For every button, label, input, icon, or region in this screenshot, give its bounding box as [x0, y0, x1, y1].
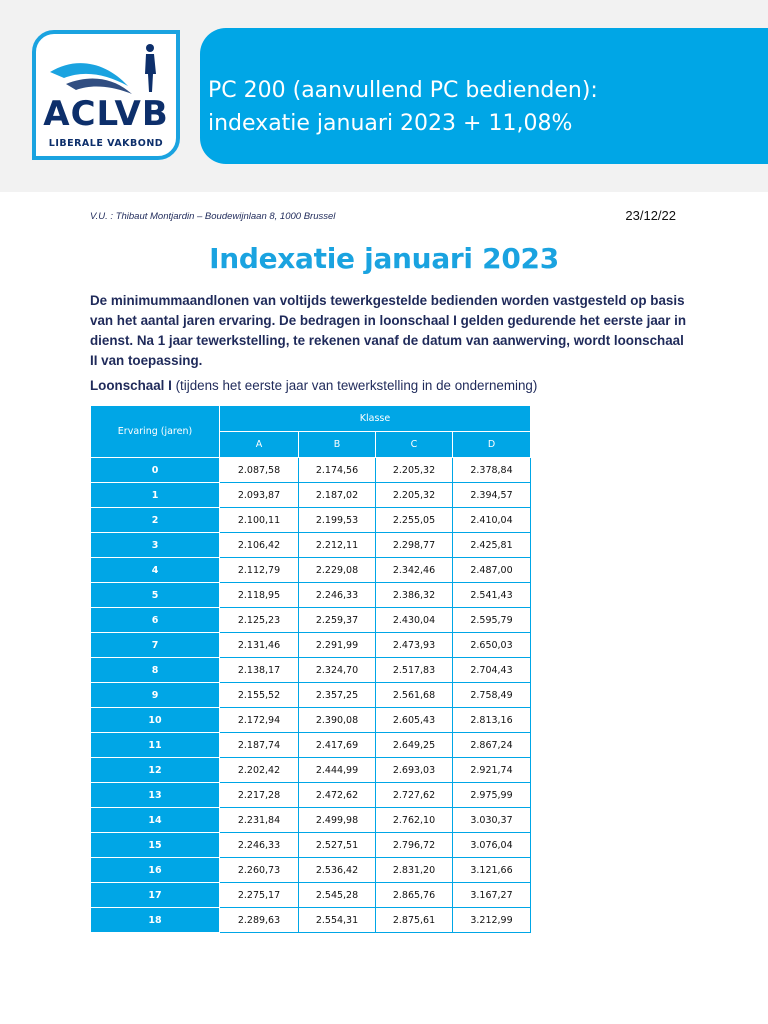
wage-cell: 2.131,46 [220, 633, 299, 658]
experience-year: 10 [91, 708, 220, 733]
wage-cell: 3.167,27 [453, 883, 531, 908]
wage-cell: 2.275,17 [220, 883, 299, 908]
experience-year: 0 [91, 458, 220, 483]
experience-year: 6 [91, 608, 220, 633]
wage-cell: 2.727,62 [376, 783, 453, 808]
wage-cell: 2.229,08 [299, 558, 376, 583]
table-row [91, 758, 531, 783]
experience-year: 9 [91, 683, 220, 708]
table-row [91, 558, 531, 583]
table-row [91, 583, 531, 608]
wage-cell: 2.246,33 [299, 583, 376, 608]
wage-cell: 2.202,42 [220, 758, 299, 783]
wage-cell: 2.921,74 [453, 758, 531, 783]
title-banner [200, 28, 768, 164]
table-row [91, 808, 531, 833]
title-line-1: PC 200 (aanvullend PC bedienden): [208, 78, 598, 103]
wage-cell: 2.545,28 [299, 883, 376, 908]
column-header-d: D [453, 432, 531, 458]
table-row [91, 883, 531, 908]
wage-cell: 2.762,10 [376, 808, 453, 833]
wage-cell: 2.527,51 [299, 833, 376, 858]
title-line-2: indexatie januari 2023 + 11,08% [208, 111, 573, 136]
experience-year: 16 [91, 858, 220, 883]
wage-cell: 3.121,66 [453, 858, 531, 883]
wage-cell: 2.649,25 [376, 733, 453, 758]
wage-cell: 2.342,46 [376, 558, 453, 583]
wage-cell: 2.155,52 [220, 683, 299, 708]
experience-year: 2 [91, 508, 220, 533]
wage-cell: 2.813,16 [453, 708, 531, 733]
wage-cell: 2.444,99 [299, 758, 376, 783]
wage-cell: 2.499,98 [299, 808, 376, 833]
wage-cell: 2.255,05 [376, 508, 453, 533]
table-row [91, 458, 531, 483]
wage-cell: 2.554,31 [299, 908, 376, 933]
table-row [91, 783, 531, 808]
experience-year: 11 [91, 733, 220, 758]
wage-cell: 2.704,43 [453, 658, 531, 683]
wage-cell: 2.410,04 [453, 508, 531, 533]
wage-cell: 2.100,11 [220, 508, 299, 533]
wage-cell: 2.212,11 [299, 533, 376, 558]
wage-table-body [91, 458, 531, 933]
wage-cell: 2.172,94 [220, 708, 299, 733]
experience-header: Ervaring (jaren) [91, 406, 220, 458]
wage-cell: 2.112,79 [220, 558, 299, 583]
wage-cell: 2.425,81 [453, 533, 531, 558]
wage-cell: 2.125,23 [220, 608, 299, 633]
class-header: Klasse [220, 406, 531, 432]
wage-cell: 2.217,28 [220, 783, 299, 808]
column-header-b: B [299, 432, 376, 458]
wage-cell: 2.187,74 [220, 733, 299, 758]
wage-cell: 2.291,99 [299, 633, 376, 658]
table-row [91, 858, 531, 883]
wage-cell: 2.473,93 [376, 633, 453, 658]
wage-cell: 2.260,73 [220, 858, 299, 883]
wage-cell: 2.875,61 [376, 908, 453, 933]
wage-cell: 2.093,87 [220, 483, 299, 508]
wage-cell: 2.378,84 [453, 458, 531, 483]
wage-cell: 2.865,76 [376, 883, 453, 908]
intro-paragraph: De minimummaandlonen van voltijds tewerkgestelde bedienden worden vastgesteld op basis van het aantal jaren ervaring. De bedragen in loonschaal I gelden gedurende het eerste jaar in dienst. Na 1 jaar tewerkstelling, te rekenen vanaf de datum van aanwerving, wordt loonschaal II van toepassing. [90, 293, 687, 368]
table-row [91, 608, 531, 633]
wage-cell: 2.595,79 [453, 608, 531, 633]
wage-table [90, 405, 531, 933]
wage-cell: 2.650,03 [453, 633, 531, 658]
wage-cell: 2.561,68 [376, 683, 453, 708]
table-row [91, 483, 531, 508]
table-row [91, 708, 531, 733]
wage-cell: 2.138,17 [220, 658, 299, 683]
wage-cell: 2.394,57 [453, 483, 531, 508]
wage-cell: 2.259,37 [299, 608, 376, 633]
experience-year: 7 [91, 633, 220, 658]
wage-cell: 2.174,56 [299, 458, 376, 483]
wage-cell: 2.758,49 [453, 683, 531, 708]
wage-cell: 2.199,53 [299, 508, 376, 533]
table-row [91, 733, 531, 758]
experience-year: 15 [91, 833, 220, 858]
wage-cell: 2.205,32 [376, 458, 453, 483]
table-row [91, 908, 531, 933]
table-row [91, 633, 531, 658]
wage-cell: 2.087,58 [220, 458, 299, 483]
wage-cell: 2.231,84 [220, 808, 299, 833]
wage-cell: 2.472,62 [299, 783, 376, 808]
logo-wordmark: ACLVB [43, 94, 169, 134]
logo-subtitle: LIBERALE VAKBOND [48, 138, 164, 149]
wage-cell: 2.541,43 [453, 583, 531, 608]
wage-cell: 2.205,32 [376, 483, 453, 508]
table-row [91, 683, 531, 708]
wage-cell: 2.796,72 [376, 833, 453, 858]
experience-year: 18 [91, 908, 220, 933]
wage-cell: 3.076,04 [453, 833, 531, 858]
table-row [91, 533, 531, 558]
wage-cell: 2.386,32 [376, 583, 453, 608]
wage-cell: 2.430,04 [376, 608, 453, 633]
column-header-a: A [220, 432, 299, 458]
wage-cell: 2.118,95 [220, 583, 299, 608]
wage-cell: 2.831,20 [376, 858, 453, 883]
experience-year: 4 [91, 558, 220, 583]
scale-title-bold: Loonschaal I [90, 378, 172, 393]
column-header-c: C [376, 432, 453, 458]
wage-cell: 2.324,70 [299, 658, 376, 683]
experience-year: 12 [91, 758, 220, 783]
wage-cell: 2.517,83 [376, 658, 453, 683]
wage-cell: 3.030,37 [453, 808, 531, 833]
experience-year: 8 [91, 658, 220, 683]
wage-cell: 2.106,42 [220, 533, 299, 558]
wage-cell: 2.417,69 [299, 733, 376, 758]
wage-cell: 2.298,77 [376, 533, 453, 558]
wage-cell: 2.605,43 [376, 708, 453, 733]
experience-year: 5 [91, 583, 220, 608]
aclvb-logo [32, 30, 180, 160]
experience-year: 13 [91, 783, 220, 808]
scale-title-rest: (tijdens het eerste jaar van tewerkstelling in de onderneming) [171, 378, 538, 393]
document-date: 23/12/22 [625, 208, 676, 223]
wage-cell: 2.289,63 [220, 908, 299, 933]
wage-cell: 2.390,08 [299, 708, 376, 733]
experience-year: 17 [91, 883, 220, 908]
table-row [91, 658, 531, 683]
scale-title [90, 378, 537, 393]
wage-cell: 3.212,99 [453, 908, 531, 933]
experience-year: 3 [91, 533, 220, 558]
table-row [91, 833, 531, 858]
responsible-publisher: V.U. : Thibaut Montjardin – Boudewijnlaan 8, 1000 Brussel [90, 211, 336, 222]
wage-cell: 2.867,24 [453, 733, 531, 758]
wage-cell: 2.487,00 [453, 558, 531, 583]
experience-year: 14 [91, 808, 220, 833]
wage-cell: 2.357,25 [299, 683, 376, 708]
table-row [91, 508, 531, 533]
experience-year: 1 [91, 483, 220, 508]
wage-cell: 2.246,33 [220, 833, 299, 858]
wage-cell: 2.975,99 [453, 783, 531, 808]
wage-cell: 2.536,42 [299, 858, 376, 883]
wage-cell: 2.693,03 [376, 758, 453, 783]
wage-cell: 2.187,02 [299, 483, 376, 508]
page-title: Indexatie januari 2023 [209, 242, 559, 275]
